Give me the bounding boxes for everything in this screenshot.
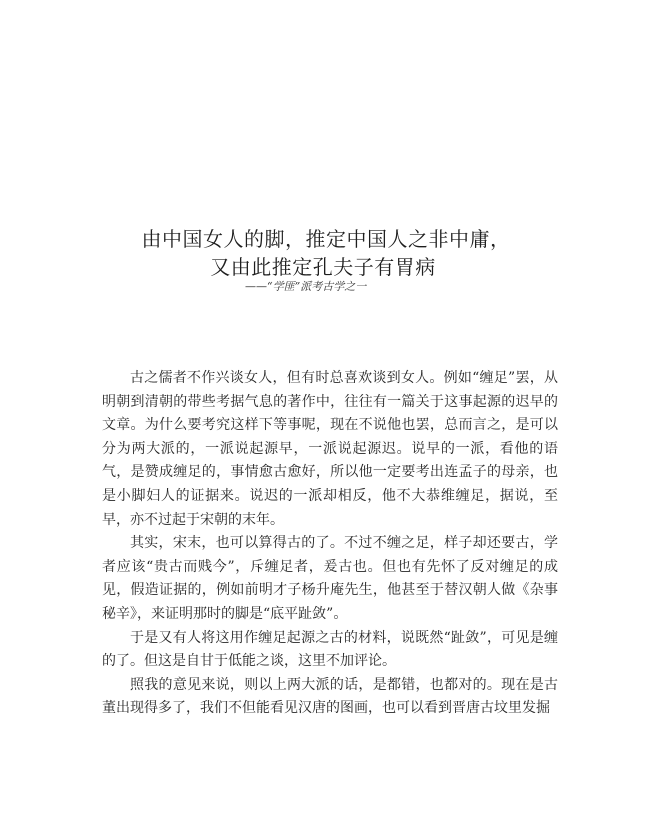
paragraph: 古之儒者不作兴谈女人，但有时总喜欢谈到女人。例如“缠足”罢，从明朝到清朝的带些考据气息的著作中，往往有一篇关于这事起源的迟早的文章。为什么要考究这样下等事呢，现在不说他也罢，总而言之，是可以分为两大派的，一派说起源早，一派说起源迟。说早的一派，看他的语气，是赞成缠足的，事情愈古愈好，所以他一定要考出连孟子的母亲，也是小脚妇人的证据来。说迟的一派却相反，他不大恭维缠足，据说，至早，亦不过起于宋朝的末年。 — [102, 370, 558, 528]
paragraph: 于是又有人将这用作缠足起源之古的材料，说既然“趾敛”，可见是缠的了。但这是自甘于低能之谈，这里不加评论。 — [102, 629, 558, 670]
title-line-2: 又由此推定孔夫子有胃病 — [210, 255, 436, 279]
body-text — [102, 367, 558, 721]
paragraph: 照我的意见来说，则以上两大派的话，是都错，也都对的。现在是古董出现得多了，我们不但能看见汉唐的图画，也可以看到晋唐古坟里发掘 — [102, 676, 558, 717]
chapter-title — [0, 225, 646, 281]
paragraph: 其实，宋末，也可以算得古的了。不过不缠之足，样子却还要古，学者应该“贵古而贱今”，斥缠足者，爰古也。但也有先怀了反对缠足的成见，假造证据的，例如前明才子杨升庵先生，他甚至于替汉朝人做《杂事秘辛》，来证明那时的脚是“底平趾敛”。 — [102, 535, 558, 622]
title-line-1: 由中国女人的脚，推定中国人之非中庸， — [141, 227, 511, 251]
chapter-subtitle: ——“学匪”派考古学之一 — [245, 280, 367, 293]
